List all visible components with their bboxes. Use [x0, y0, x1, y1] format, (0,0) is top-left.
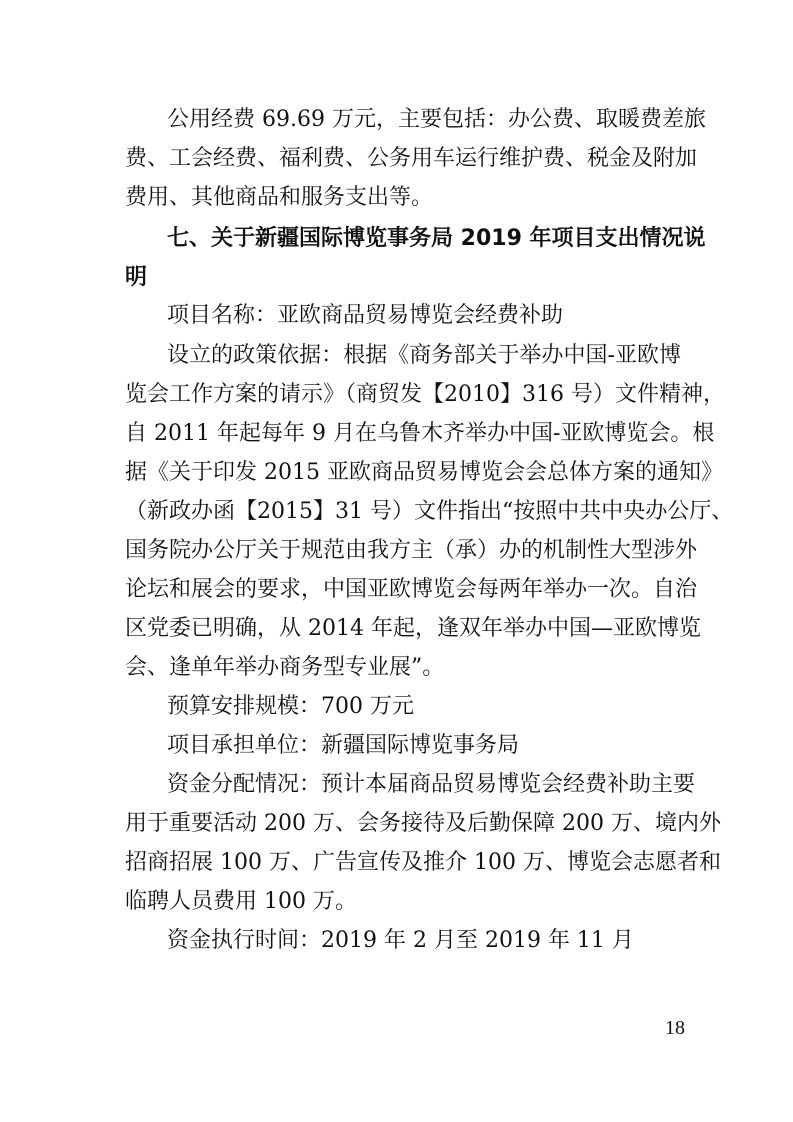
policy-basis-line: 区党委已明确，从 2014 年起，逢双年举办中国—亚欧博览 — [125, 616, 701, 641]
paragraph-line: 费、工会经费、福利费、公务用车运行维护费、税金及附加 — [125, 146, 698, 171]
fund-allocation-line: 招商招展 100 万、广告宣传及推介 100 万、博览会志愿者和 — [125, 850, 721, 875]
section-heading: 七、关于新疆国际博览事务局 2019 年项目支出情况说 — [167, 226, 706, 251]
fund-allocation-line: 用于重要活动 200 万、会务接待及后勤保障 200 万、境内外 — [125, 811, 721, 836]
project-name: 项目名称：亚欧商品贸易博览会经费补助 — [167, 303, 564, 328]
execution-time: 资金执行时间：2019 年 2 月至 2019 年 11 月 — [167, 928, 634, 953]
page-number: 18 — [665, 1017, 685, 1039]
responsible-unit: 项目承担单位：新疆国际博览事务局 — [167, 733, 520, 758]
policy-basis-line: 论坛和展会的要求，中国亚欧博览会每两年举办一次。自治 — [125, 577, 698, 602]
policy-basis-line: 据《关于印发 2015 亚欧商品贸易博览会会总体方案的通知》 — [125, 460, 723, 485]
policy-basis-line: 国务院办公厅关于规范由我方主（承）办的机制性大型涉外 — [125, 538, 698, 563]
fund-allocation-line: 资金分配情况：预计本届商品贸易博览会经费补助主要 — [167, 772, 696, 797]
policy-basis-line: （新政办函【2015】31 号）文件指出“按照中共中央办公厅、 — [125, 499, 734, 524]
policy-basis-line: 览会工作方案的请示》（商贸发【2010】316 号）文件精神， — [125, 382, 725, 407]
policy-basis-line: 设立的政策依据：根据《商务部关于举办中国-亚欧博 — [167, 343, 681, 368]
budget-scale: 预算安排规模：700 万元 — [167, 694, 414, 719]
policy-basis-line: 自 2011 年起每年 9 月在乌鲁木齐举办中国-亚欧博览会。根 — [125, 421, 715, 446]
section-heading-continued: 明 — [125, 265, 148, 290]
paragraph-line: 费用、其他商品和服务支出等。 — [125, 185, 434, 210]
fund-allocation-line: 临聘人员费用 100 万。 — [125, 889, 357, 914]
policy-basis-line: 会、逢单年举办商务型专业展”。 — [125, 655, 445, 680]
paragraph-line: 公用经费 69.69 万元，主要包括：办公费、取暖费差旅 — [167, 107, 706, 132]
